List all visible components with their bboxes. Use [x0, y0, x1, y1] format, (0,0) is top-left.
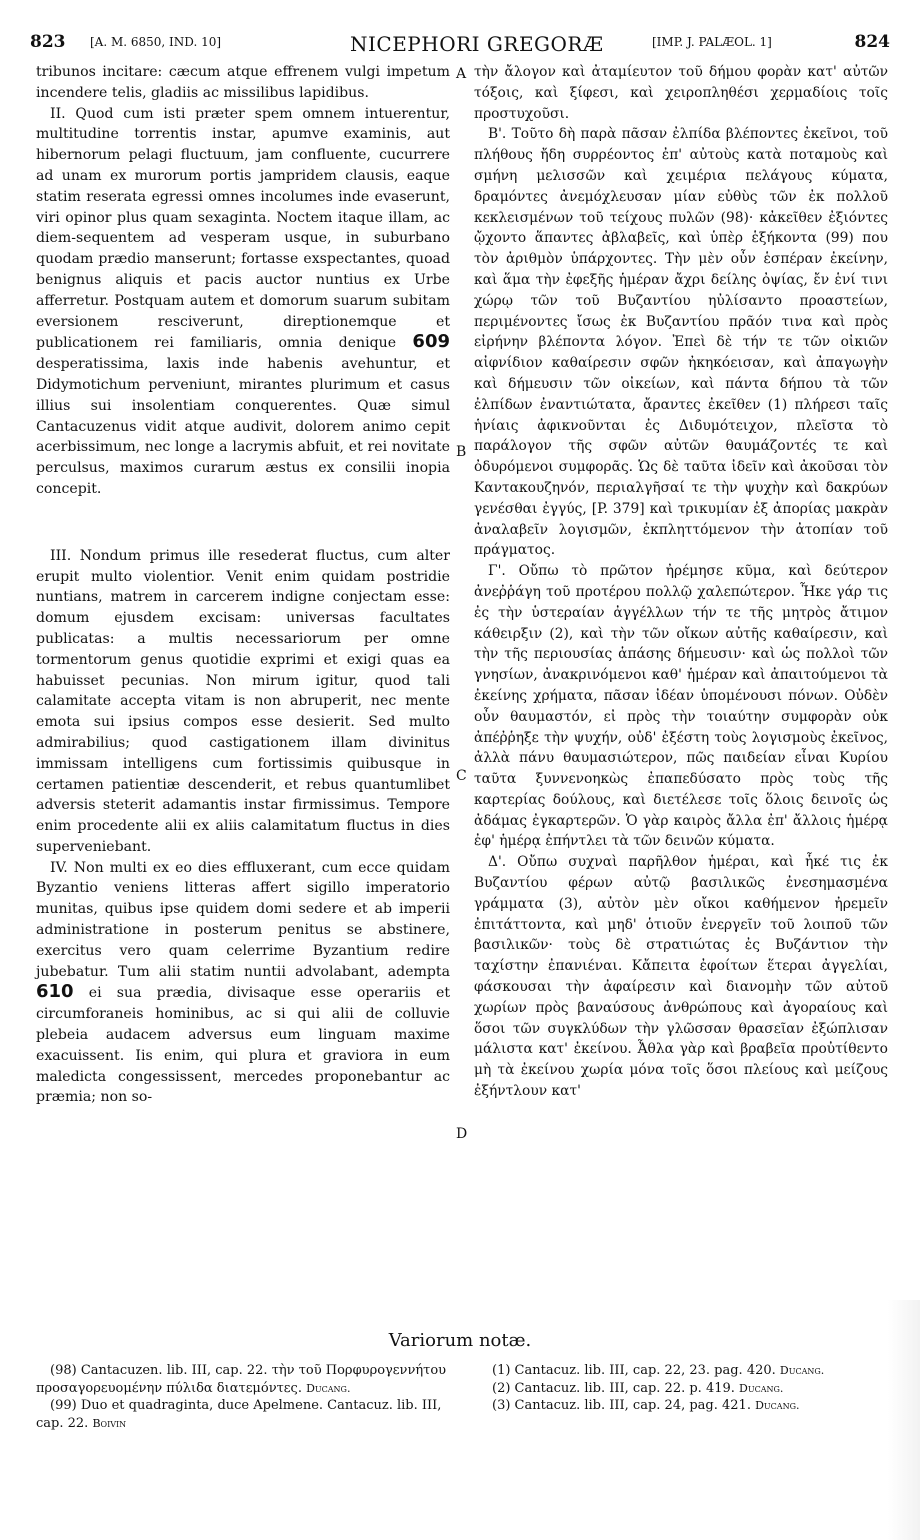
latin-column	[36, 62, 450, 1108]
latin-text: II. Quod cum isti præter spem omnem intuerentur, multitudine torrentis instar, apumve examinis, aut hibernorum pelagi fluctuum, jam confluente, cucurrere ad unam ex murorum portis jampridem clausis, eaque statim reserata egressi omnes incolumes inde evaserunt, viri opinor plus quam sexaginta. Noctem itaque illam, ac diem-sequentem ad vesperam usque, in suburbano quodam prædio manserunt; fortasse exspectantes, quoad benignus aliquis et pacis auctor nuntius ex Urbe afferretur. Postquam autem et domorum suarum subitam eversionem resciverunt, direptionemque et publicationem rei familiaris, omnia denique	[36, 105, 450, 352]
column-number-609: 609	[412, 331, 450, 353]
greek-paragraph-continuation: τὴν ἄλογον καὶ ἀταμίευτον τοῦ δήμου φορὰν κατ' αὐτῶν τόξοις, καὶ ξίφεσι, καὶ χειροπληθέσι χερμαδίοις τοῖς προστυχοῦσι.	[474, 64, 888, 122]
page-edge-shadow	[888, 1300, 920, 1540]
latin-text: ei sua prædia, divisaque esse operariis et circumforaneis hominibus, ac si qui alii de colluvie plebeia audacem adversus eum linguam maxime exacuissent. Iis enim, qui plura et graviora in eum maledicta congessissent, mercedes proponebantur ac præmia; non so-	[36, 985, 451, 1106]
greek-paragraph-g: Γ'. Οὔπω τὸ πρῶτον ἠρέμησε κῦμα, καὶ δεύτερον ἀνεῤῥάγη τοῦ προτέρου πολλῷ χαλεπώτερον. Ἧκε γάρ τις ἐς τὴν ὑστεραίαν ἀγγέλλων τήν τε τῆς μητρὸς ἄτιμον κάθειρξιν (2), καὶ τὴν τῶν οἴκων αὐτῆς καθαίρεσιν, καὶ τὴν τῆς περιουσίας ἁπάσης δήμευσιν· καὶ ὡς πολλοὶ τῶν γνησίων, ἀνακρινόμενοι καθ' ἡμέραν καὶ ἀπαιτούμενοι τὰ ἐκείνης χρήματα, πᾶσαν ἰδέαν ὑπομένουσι πόνων. Οὐδὲν οὖν θαυμαστόν, εἰ πρὸς τὴν τοιαύτην συμφορὰν οὐκ ἀπέῤῥηξε τὴν ψυχήν, οὐδ' ἐξέστη τοὺς λογισμοὺς ἐκεῖνος, ἀλλὰ πάνυ θαυμασιώτερον, πῶς παιδείαν εἶναι Κυρίου ταῦτα ξυννενοηκὼς ἐπαπεδύσατο πρὸς τοὺς τῆς καρτερίας δούλους, καὶ διετέλεσε τοῖς ὅλοις δεινοῖς ὡς ἀδάμας ἐγκαρτερῶν. Ὁ γὰρ καιρὸς ἄλλα ἐπ' ἄλλοις ἡμέρᾳ ἐφ' ἡμέρᾳ ἐπήντλει τὰ τῶν δεινῶν κύματα.	[474, 563, 888, 850]
note-text: (2) Cantacuz. lib. III, cap. 22. p. 419.	[492, 1380, 735, 1396]
latin-paragraph-continuation: tribunos incitare: cæcum atque effrenem vulgi impetum incendere telis, gladiis ac missilibus lapidibus.	[36, 64, 450, 101]
notes-title: Variorum notæ.	[388, 1330, 532, 1351]
note-author: Ducang.	[755, 1399, 800, 1412]
greek-paragraph-d: Δ'. Οὔπω συχναὶ παρῆλθον ἡμέραι, καὶ ἧκέ τις ἐκ Βυζαντίου φέρων αὐτῷ βασιλικῶς ἐνεσημασμένα γράμματα (3), αὐτὸν μὲν οἴκοι καθήμενον ἠρεμεῖν ἐπιτάττοντα, καὶ μηδ' ὁτιοῦν ἐνεργεῖν τοῦ λοιποῦ τῶν βασιλικῶν· τοὺς δὲ στρατιώτας ἐς Βυζάντιον τὴν ταχίστην ἐπανιέναι. Κἄπειτα ἐφοίτων ἕτεραι ἀγγελίαι, φάσκουσαι τὴν ἀφαίρεσιν καὶ διανομὴν τῶν αὐτοῦ χωρίων πρὸς βαναύσους ἀνθρώπους καὶ ἀγοραίους καὶ ὅσοι τῶν συγκλύδων τὴν γλῶσσαν θρασεῖαν ἐξώπλισαν μάλιστα κατ' ἐκείνου. Ἆθλα γὰρ καὶ βραβεῖα προὐτίθεντο μὴ τὰ ἐκείνου χωρία μόνα τοῖς ὅσοι πλείους καὶ μείζους ἐξήντλουν κατ'	[474, 854, 888, 1100]
note-1	[478, 1362, 888, 1380]
section-marker-b: B	[456, 444, 467, 460]
note-author: Ducang.	[306, 1381, 351, 1395]
column-number-610: 610	[36, 981, 74, 1003]
page-number-left: 823	[30, 32, 66, 52]
section-marker-a: A	[456, 66, 467, 82]
note-author: Ducang.	[779, 1364, 825, 1377]
greek-column	[474, 62, 888, 1102]
note-3	[478, 1397, 888, 1415]
note-98	[36, 1362, 456, 1397]
section-marker-d: D	[456, 1126, 468, 1142]
note-2	[478, 1380, 888, 1398]
note-text: (98) Cantacuzen. lib. III, cap. 22. τὴν τοῦ Πορφυρογεννήτου προσαγορευομένην πύλιδα διατεμόντες.	[36, 1363, 447, 1396]
greek-paragraph-b: Β'. Τοῦτο δὴ παρὰ πᾶσαν ἐλπίδα βλέποντες ἐκεῖνοι, τοῦ πλήθους ἤδη συρρέοντος ἐπ' αὐτοὺς κατὰ ποταμοὺς καὶ σμήνη μελισσῶν καὶ χειμέρια πελάγους κύματα, δραμόντες ἀνεμόχλευσαν μίαν εὐθὺς τῶν ἐκ πολλοῦ κεκλεισμένων τοῦ τείχους πυλῶν (98)· κἀκεῖθεν ἐξιόντες ᾤχοντο ἅπαντες ἀβλαβεῖς, καὶ ὑπὲρ ἑξήκοντα (99) που τὸν ἀριθμὸν ὑπάρχοντες. Τὴν μὲν οὖν ἑσπέραν ἐκείνην, καὶ ἅμα τὴν ἐφεξῆς ἡμέραν ἄχρι δείλης ὀψίας, ἔν ἑνί τινι χώρῳ τῶν τοῦ Βυζαντίου ηὐλίσαντο προαστείων, περιμένοντες ἴσως ἐκ Βυζαντίου πρᾶόν τινα καὶ πρὸς εἰρήνην βλέποντα λόγον. Ἐπεὶ δὲ τήν τε τῶν οἰκιῶν αἰφνίδιον καθαίρεσιν σφῶν ἠκηκόεισαν, καὶ ἀπαγωγὴν καὶ δήμευσιν τῶν οἰκείων, καὶ πάντα δήπου τὰ τῶν ἐλπίδων ἐναντιώτατα, ἄραντες ἐκεῖθεν (1) πλήρεσι ταῖς ἡνίαις ἀφικνοῦνται ἐς Διδυμότειχον, πλεῖστα τὸ παράλογον τῆς σφῶν αὐτῶν θαυμάζοντές τε καὶ ὀδυρόμενοι συμφορᾶς. Ὡς δὲ ταῦτα ἰδεῖν καὶ ἀκοῦσαι τὸν Καντακουζηνόν, περιαλγῆσαί τε τὴν ψυχὴν καὶ δακρύων γενέσθαι ἐγγύς, [P. 379] καὶ τρικυμίαν ἐξ ἀπορίας μακρὰν ἀναλαβεῖν λογισμῶν, ἐκπληττόμενον τὴν ἀτοπίαν τοῦ πράγματος.	[474, 126, 888, 559]
latin-paragraph-iv	[36, 858, 450, 1109]
note-text: (99) Duo et quadraginta, duce Apelmene. Cantacuz. lib. III, cap. 22.	[36, 1398, 442, 1431]
latin-paragraph-ii	[36, 104, 450, 500]
note-text: (3) Cantacuz. lib. III, cap. 24, pag. 421.	[492, 1398, 751, 1413]
header-reign-label: [IMP. J. PALÆOL. 1]	[652, 35, 772, 49]
notes-right-column	[478, 1362, 888, 1415]
note-text: (1) Cantacuz. lib. III, cap. 22, 23. pag. 420.	[492, 1363, 776, 1378]
latin-text: desperatissima, laxis inde habenis avehuntur, et Didymotichum perveniunt, mirantes plurimum et casus illius sui insolentiam conquerentes. Quæ simul Cantacuzenus vidit atque audivit, dolorem animo cepit acerbissimum, nec longe a lacrymis abfuit, et rei novitate perculsus, maximos curarum æstus ex consilii inopia concepit.	[36, 356, 450, 497]
latin-text: IV. Non multi ex eo dies effluxerant, cum ecce quidam Byzantio veniens litteras affert sigillo imperatorio munitas, quibus ipse quidem domi sedere et ab imperii administratione in posterum penitus se abstinere, exercitus vero quam celerrime Byzantium redire jubebatur. Tum alii statim nuntii advolabant, adempta	[36, 859, 450, 980]
header-date-label: [A. M. 6850, IND. 10]	[90, 35, 222, 49]
running-title: NICEPHORI GREGORÆ	[350, 32, 604, 56]
notes-left-column	[36, 1362, 456, 1432]
section-marker-c: C	[456, 768, 467, 784]
note-author: Boivin	[92, 1416, 127, 1430]
latin-paragraph-iii: III. Nondum primus ille resederat fluctus, cum alter erupit multo violentior. Venit enim quidam postridie nuntians, matrem in carcerem indigne conjectam esse: domum ejusdem excisam: universas facultates publicatas: a multis necessariorum per omne tormentorum genus quotidie exprimi et exigi quas ea habuisset pecunias. Non mirum igitur, quod tali calamitate accepta vitam is non abruperit, nec mente emota sui ipsius compos esse desierit. Sed multo admirabilius; quod castigationem illam divinitus immissam intelligens cum fortissimis quibusque in certamen patientiæ descenderit, et rebus quantumlibet adversis steterit adamantis instar firmissimus. Tempore enim procedente alii ex aliis calamitatum fluctus in dies superveniebant.	[36, 547, 450, 855]
note-99	[36, 1397, 456, 1432]
note-author: Ducang.	[739, 1381, 784, 1395]
page-number-right: 824	[854, 32, 890, 52]
page-header	[30, 32, 890, 56]
